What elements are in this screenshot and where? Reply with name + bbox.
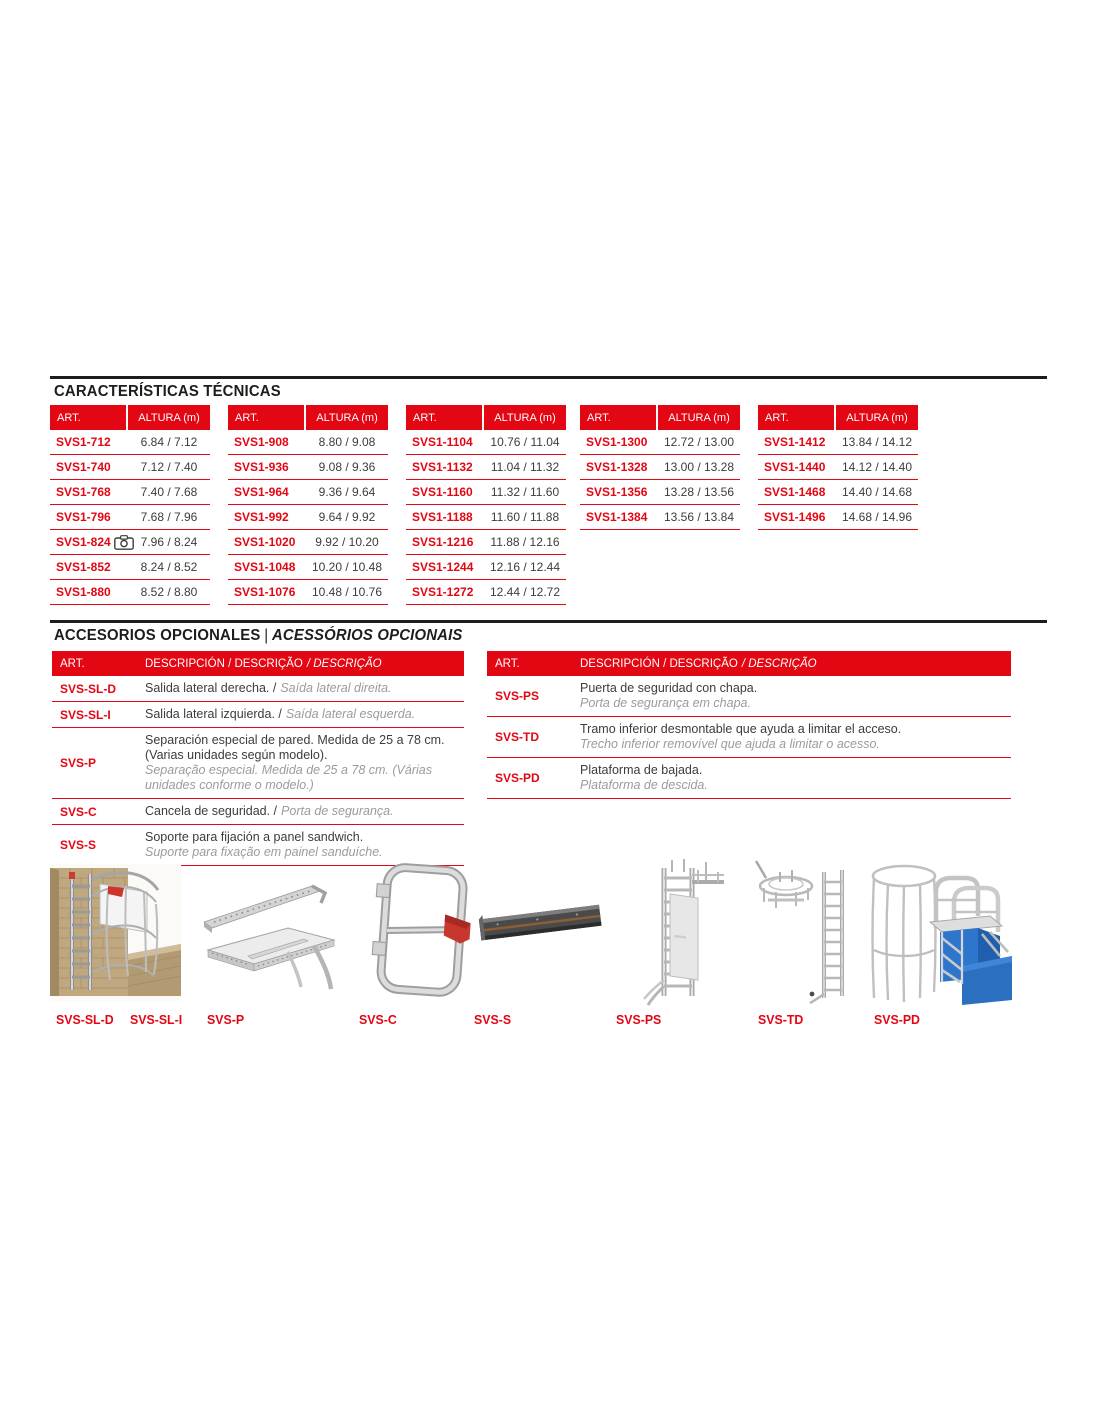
table-row [406, 455, 566, 480]
art-code: SVS1-1104 [412, 435, 473, 449]
description-es: Separación especial de pared. Medida de 25 a 78 cm. (Varias unidades según modelo). [145, 733, 445, 762]
accessories-table-right [487, 651, 1011, 799]
tech-table-1 [50, 405, 210, 605]
art-code: SVS1-1160 [412, 485, 473, 499]
table-row [758, 430, 918, 455]
table-row [50, 505, 210, 530]
product-label-svs-ps: SVS-PS [616, 1012, 662, 1027]
table-row [406, 555, 566, 580]
height-value: 8.52 / 8.80 [140, 585, 198, 599]
product-label-svs-sl-d: SVS-SL-D [56, 1012, 114, 1027]
accessories-section-title [54, 627, 463, 645]
altura-header-cell: ALTURA (m) [494, 411, 556, 424]
height-value: 10.76 / 11.04 [490, 435, 560, 449]
height-value: 9.36 / 9.64 [318, 485, 376, 499]
height-value: 13.00 / 13.28 [663, 460, 735, 474]
accessory-code: SVS-SL-I [60, 707, 111, 722]
altura-header-cell: ALTURA (m) [138, 411, 200, 424]
accessories-table-header [52, 651, 464, 676]
height-value: 12.16 / 12.44 [489, 560, 561, 574]
accessory-row [487, 676, 1011, 717]
art-code: SVS1-964 [234, 485, 289, 499]
art-code: SVS1-796 [56, 510, 111, 524]
accessory-code: SVS-S [60, 838, 97, 852]
table-row [50, 480, 210, 505]
table-header [228, 405, 388, 430]
table-row [50, 530, 210, 555]
accessories-table-left [52, 651, 464, 866]
art-code: SVS1-768 [56, 485, 111, 499]
accessory-row [487, 758, 1011, 799]
art-code: SVS1-1384 [586, 510, 648, 524]
title-separator: | [264, 627, 269, 644]
table-row [580, 455, 740, 480]
product-label-svs-s: SVS-S [474, 1012, 512, 1027]
art-code: SVS1-712 [56, 435, 111, 449]
accessory-row [52, 702, 464, 728]
camera-icon [114, 535, 134, 550]
height-value: 7.68 / 7.96 [140, 510, 198, 524]
accessory-code: SVS-SL-D [60, 681, 117, 696]
art-code: SVS1-740 [56, 460, 111, 474]
description-header-text: DESCRIPCIÓN / DESCRIÇÃO [580, 657, 738, 670]
description-pt: Separação especial. Medida de 25 a 78 cm. (Várias unidades conforme o modelo.) [145, 763, 432, 792]
svs-c-image [368, 861, 478, 1003]
table-row [228, 455, 388, 480]
art-code: SVS1-1300 [586, 435, 648, 449]
table-row [228, 580, 388, 605]
table-row [228, 430, 388, 455]
table-row [228, 555, 388, 580]
description-header-italic: / DESCRIÇÃO [741, 657, 817, 670]
table-header [758, 405, 918, 430]
svs-s-image [478, 898, 604, 953]
height-value: 13.84 / 14.12 [841, 435, 913, 449]
table-row [406, 580, 566, 605]
height-value: 11.32 / 11.60 [490, 485, 560, 499]
section-divider [50, 620, 1047, 623]
tech-table-2 [228, 405, 388, 605]
height-value: 9.64 / 9.92 [318, 510, 376, 524]
table-row [580, 430, 740, 455]
art-code: SVS1-1244 [412, 560, 474, 574]
accessory-row [487, 717, 1011, 758]
table-header [406, 405, 566, 430]
accessory-code: SVS-P [60, 756, 97, 770]
tech-table-4 [580, 405, 740, 530]
table-row [228, 505, 388, 530]
art-code: SVS1-1188 [412, 510, 473, 524]
art-code: SVS1-880 [56, 585, 111, 599]
accessory-description [580, 681, 1011, 711]
product-label-svs-c: SVS-C [359, 1012, 397, 1027]
accessory-code: SVS-PD [495, 771, 540, 785]
description-es: Salida lateral derecha. / [145, 681, 277, 695]
art-code: SVS1-1216 [412, 535, 474, 549]
art-code: SVS1-1468 [764, 485, 826, 499]
description-pt: Plataforma de descida. [580, 778, 708, 792]
table-row [758, 505, 918, 530]
table-header [580, 405, 740, 430]
svs-pd-image [866, 858, 1014, 1006]
accessory-description [145, 804, 464, 819]
art-code: SVS1-1328 [586, 460, 648, 474]
accessory-code: SVS-TD [495, 730, 540, 744]
height-value: 14.40 / 14.68 [841, 485, 913, 499]
height-value: 11.04 / 11.32 [490, 460, 560, 474]
accessory-row [52, 799, 464, 825]
accessory-code: SVS-PS [495, 689, 540, 703]
height-value: 14.12 / 14.40 [841, 460, 913, 474]
description-pt: Suporte para fixação em painel sanduíche. [145, 845, 383, 859]
description-header-text: DESCRIPCIÓN / DESCRIÇÃO [145, 657, 303, 670]
description-es: Soporte para fijación a panel sandwich. [145, 830, 364, 844]
table-row [228, 530, 388, 555]
table-row [580, 505, 740, 530]
art-code: SVS1-1132 [412, 460, 473, 474]
accessories-title-pt: ACESSÓRIOS OPCIONAIS [271, 627, 463, 644]
tech-section-title: CARACTERÍSTICAS TÉCNICAS [54, 383, 281, 400]
art-code: SVS1-908 [234, 435, 289, 449]
svs-p-image [196, 870, 348, 994]
table-row [406, 505, 566, 530]
art-code: SVS1-936 [234, 460, 289, 474]
height-value: 11.60 / 11.88 [490, 510, 560, 524]
art-code: SVS1-1412 [764, 435, 826, 449]
height-value: 6.84 / 7.12 [140, 435, 198, 449]
description-pt: Porta de segurança em chapa. [580, 696, 751, 710]
height-value: 9.92 / 10.20 [315, 535, 379, 549]
height-value: 8.24 / 8.52 [140, 560, 198, 574]
product-label-svs-p: SVS-P [207, 1012, 245, 1027]
height-value: 7.40 / 7.68 [140, 485, 198, 499]
description-es: Plataforma de bajada. [580, 763, 703, 777]
table-row [50, 580, 210, 605]
product-label-svs-td: SVS-TD [758, 1012, 804, 1027]
height-value: 12.44 / 12.72 [489, 585, 561, 599]
description-pt: Saída lateral esquerda. [285, 707, 416, 721]
height-value: 8.80 / 9.08 [318, 435, 376, 449]
description-header-cell [145, 658, 464, 670]
description-es: Cancela de seguridad. / [145, 804, 278, 818]
altura-header-cell: ALTURA (m) [316, 411, 378, 424]
table-header [50, 405, 210, 430]
height-value: 10.48 / 10.76 [311, 585, 383, 599]
height-value: 7.12 / 7.40 [140, 460, 198, 474]
height-value: 13.28 / 13.56 [663, 485, 735, 499]
art-header-cell: ART. [60, 657, 85, 670]
accessory-description [145, 733, 464, 793]
art-code: SVS1-1020 [234, 535, 296, 549]
art-header-cell: ART. [57, 411, 81, 424]
description-header-italic: / DESCRIÇÃO [306, 657, 382, 670]
description-es: Puerta de seguridad con chapa. [580, 681, 758, 695]
art-header-cell: ART. [587, 411, 611, 424]
section-divider [50, 376, 1047, 379]
art-code: SVS1-992 [234, 510, 289, 524]
product-label-svs-pd: SVS-PD [874, 1012, 920, 1027]
art-header-cell: ART. [765, 411, 789, 424]
product-label-svs-sl-i: SVS-SL-I [130, 1012, 183, 1027]
accessory-description [580, 722, 1011, 752]
art-code: SVS1-824 [56, 535, 111, 549]
art-code: SVS1-1356 [586, 485, 648, 499]
art-code: SVS1-1440 [764, 460, 826, 474]
altura-header-cell: ALTURA (m) [846, 411, 908, 424]
table-row [758, 480, 918, 505]
art-code: SVS1-852 [56, 560, 111, 574]
table-row [406, 430, 566, 455]
accessory-code: SVS-C [60, 804, 97, 819]
height-value: 13.56 / 13.84 [663, 510, 735, 524]
height-value: 10.20 / 10.48 [311, 560, 383, 574]
accessory-description [580, 763, 1011, 793]
accessory-description [145, 830, 464, 860]
accessories-table-header [487, 651, 1011, 676]
accessory-row [52, 825, 464, 866]
height-value: 12.72 / 13.00 [663, 435, 735, 449]
height-value: 11.88 / 12.16 [490, 535, 560, 549]
description-pt: Saída lateral direita. [280, 681, 392, 695]
description-header-cell [580, 658, 1011, 670]
tech-table-5 [758, 405, 918, 530]
height-value: 14.68 / 14.96 [841, 510, 913, 524]
svs-sl-photo [50, 864, 181, 1001]
art-code: SVS1-1048 [234, 560, 296, 574]
table-row [406, 530, 566, 555]
art-header-cell: ART. [495, 657, 520, 670]
altura-header-cell: ALTURA (m) [668, 411, 730, 424]
table-row [50, 555, 210, 580]
art-code: SVS1-1496 [764, 510, 826, 524]
accessory-row [52, 728, 464, 799]
art-code: SVS1-1076 [234, 585, 296, 599]
table-row [50, 430, 210, 455]
height-value: 9.08 / 9.36 [318, 460, 376, 474]
description-pt: Trecho inferior removível que ajuda a limitar o acesso. [580, 737, 880, 751]
table-row [228, 480, 388, 505]
svs-ps-image [636, 858, 732, 1008]
accessory-description [145, 707, 464, 722]
accessory-description [145, 681, 464, 696]
accessory-row [52, 676, 464, 702]
description-pt: Porta de segurança. [281, 804, 394, 818]
art-code: SVS1-1272 [412, 585, 474, 599]
table-row [758, 455, 918, 480]
svs-td-image [752, 858, 852, 1006]
description-es: Tramo inferior desmontable que ayuda a limitar el acceso. [580, 722, 902, 736]
description-es: Salida lateral izquierda. / [145, 707, 282, 721]
table-row [580, 480, 740, 505]
tech-table-3 [406, 405, 566, 605]
table-row [406, 480, 566, 505]
height-value: 7.96 / 8.24 [140, 535, 198, 549]
art-header-cell: ART. [413, 411, 437, 424]
art-header-cell: ART. [235, 411, 259, 424]
accessories-title-es: ACCESORIOS OPCIONALES [54, 627, 261, 644]
table-row [50, 455, 210, 480]
